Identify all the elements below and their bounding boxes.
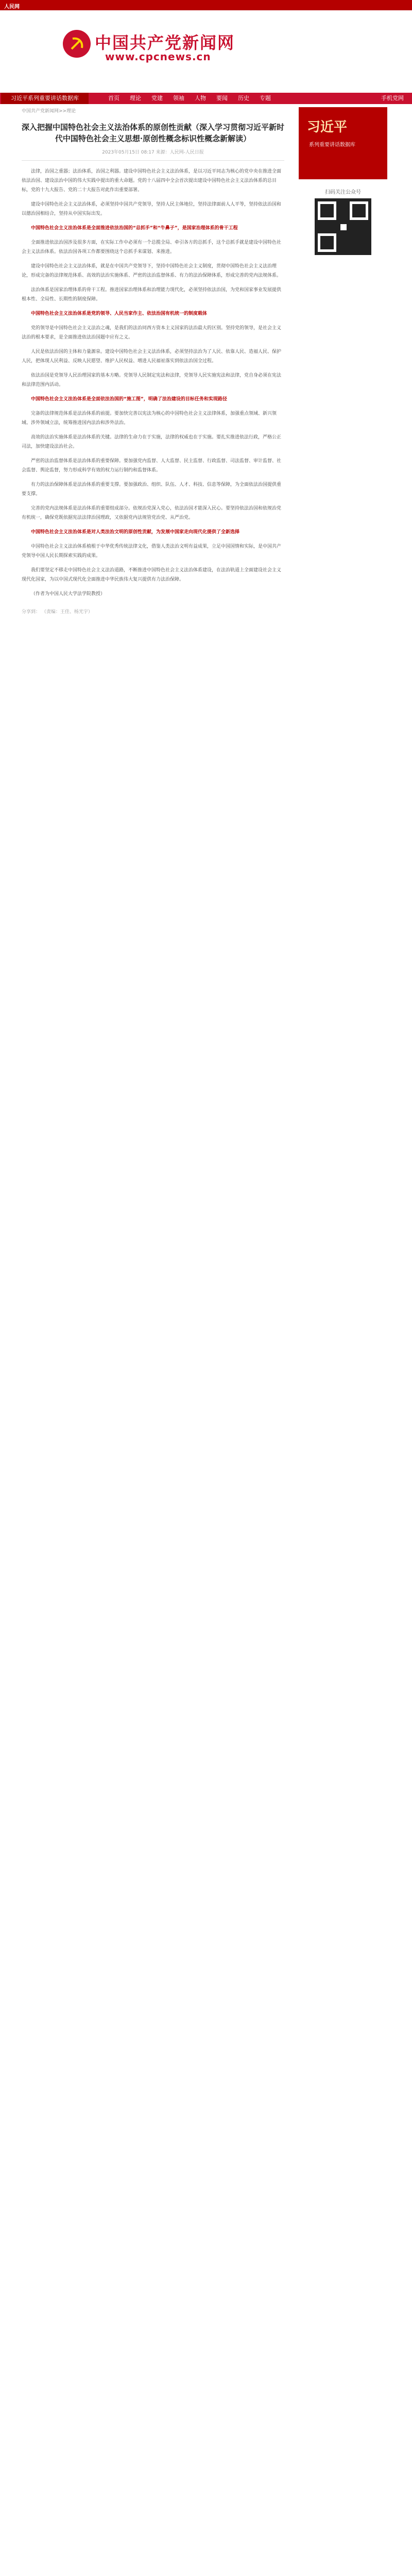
section-heading: 中国特色社会主义法治体系是全面推进依法治国的“总抓手”和“牛鼻子”，是国家治理体系的骨干工程 [31,226,238,231]
section-heading: 中国特色社会主义法治体系是全面依法治国的“施工图”，明确了法治建设的目标任务和实现路径 [31,397,227,402]
editor-note: （责编：王佳、杨光宇） [41,609,93,615]
share-label: 分享到： [22,609,41,615]
paragraph: 我们要坚定不移走中国特色社会主义法治道路，不断推进中国特色社会主义法治体系建设，在法治轨道上全面建设社会主义现代化国家，为以中国式现代化全面推进中华民族伟大复兴提供有力法治保障。 [22,568,282,582]
paragraph: 党的领导是中国特色社会主义法治之魂，是我们的法治同西方资本主义国家的法治最大的区别。坚持党的领导，是社会主义法治的根本要求，是全面推进依法治国题中应有之义。 [22,326,282,340]
nav-item[interactable]: 理论 [130,95,141,101]
qr-caption: 扫码关注公众号 [325,190,361,195]
article-meta: 2023年05月15日 08:17 来源：人民网-人民日报 [102,150,204,155]
article-body [22,167,284,599]
paragraph: 高效的法治实施体系是法治体系的关键。法律的生命力在于实施，法律的权威也在于实施。要扎实推进依法行政，严格公正司法，加快建设法治社会。 [22,435,282,449]
nav-item[interactable]: 专题 [260,95,271,101]
qr-code-icon [315,198,371,255]
nav-item[interactable]: 历史 [238,95,249,101]
paragraph: 完善的党内法规体系是法治体系的重要组成部分。依规治党深入党心，依法治国才能深入民心。要坚持依法治国和依规治党有机统一，确保党既依据宪法法律治国理政，又依据党内法规管党治党、从严治党。 [22,506,282,520]
paragraph: 有力的法治保障体系是法治体系的重要支撑。要加强政治、组织、队伍、人才、科技、信息等保障，为全面依法治国提供重要支撑。 [22,482,282,497]
nav-mobile-link[interactable]: 手机党网 [381,95,404,101]
top-bar-logo[interactable]: 人民网 [4,4,20,10]
paragraph: （作者为中国人民大学法学院教授） [31,591,106,597]
nav-item[interactable]: 首页 [108,95,119,101]
site-header [0,10,412,72]
paragraph: 建设中国特色社会主义法治体系，就是在中国共产党领导下，坚持中国特色社会主义制度，贯彻中国特色社会主义法治理论，形成完备的法律规范体系、高效的法治实施体系、严密的法治监督体系、有力的法治保障体系，形成完善的党内法规体系。 [22,264,282,278]
section-heading: 中国特色社会主义法治体系是党的领导、人民当家作主、依法治国有机统一的制度载体 [31,311,208,316]
sidebar [299,107,387,255]
site-title[interactable]: 中国共产党新闻网 [95,33,235,53]
nav-item[interactable]: 领袖 [173,95,184,101]
paragraph: 法治体系是国家治理体系的骨干工程。推进国家治理体系和治理能力现代化，必须坚持依法治国，为党和国家事业发展提供根本性、全局性、长期性的制度保障。 [22,287,282,302]
nav-database-link[interactable]: 习近平系列重要讲话数据库 [1,93,89,104]
breadcrumb[interactable]: 中国共产党新闻网>>理论 [22,109,76,114]
paragraph: 全面推进依法治国涉及很多方面，在实际工作中必须有一个总揽全局、牵引各方的总抓手，这个总抓手就是建设中国特色社会主义法治体系。依法治国各项工作都要围绕这个总抓手来谋划、来推进。 [22,240,282,255]
main-nav [0,93,412,104]
sidebar-banner-title: 习近平 [307,120,348,135]
paragraph: 依法治国是党领导人民治理国家的基本方略。党领导人民制定宪法和法律，党领导人民实施宪法和法律，党自身必须在宪法和法律范围内活动。 [22,373,282,387]
paragraph: 完备的法律规范体系是法治体系的前提。要加快完善以宪法为核心的中国特色社会主义法律体系，加强重点领域、新兴领域、涉外领域立法，统筹推进国内法治和涉外法治。 [22,411,277,426]
article-main [22,107,284,618]
party-emblem-icon [63,30,91,58]
nav-item[interactable]: 要闻 [216,95,228,101]
nav-item[interactable]: 人物 [195,95,206,101]
divider [22,160,284,161]
sidebar-banner-subtitle: 系列重要讲话数据库 [309,142,355,148]
share-bar [22,608,284,618]
site-url: www.cpcnews.cn [105,50,211,63]
paragraph: 严密的法治监督体系是法治体系的重要保障。要加强党内监督、人大监督、民主监督、行政监督、司法监督、审计监督、社会监督、舆论监督，努力形成科学有效的权力运行制约和监督体系。 [22,459,282,473]
nav-items [103,93,276,104]
paragraph: 人民是依法治国的主体和力量源泉。建设中国特色社会主义法治体系，必须坚持法治为了人民、依靠人民、造福人民、保护人民，把体现人民利益、反映人民愿望、维护人民权益、增进人民福祉落实到依法治国全过程。 [22,349,282,364]
paragraph: 法律，治国之重器；法治体系，治国之利器。建设中国特色社会主义法治体系，是以习近平同志为核心的党中央在推进全面依法治国、建设法治中国的伟大实践中提出的重大命题。党的十八届四中全会首次提出建设中国特色社会主义法治体系的总目标，党的十九大报告、党的二十大报告对此作出重要部署。 [22,169,282,193]
article-title: 深入把握中国特色社会主义法治体系的原创性贡献（深入学习贯彻习近平新时代中国特色社会主义思想·原创性概念标识性概念新解读） [22,123,285,143]
section-heading: 中国特色社会主义法治体系是对人类法治文明的原创性贡献，为发展中国家走向现代化提供了全新选择 [31,530,240,535]
sidebar-banner[interactable] [299,107,387,179]
paragraph: 中国特色社会主义法治体系植根于中华优秀传统法律文化，借鉴人类法治文明有益成果，立足中国国情和实际，是中国共产党领导中国人民长期探索实践的成果。 [22,544,282,558]
nav-item[interactable]: 党建 [151,95,163,101]
top-bar [0,0,412,10]
paragraph: 建设中国特色社会主义法治体系，必须坚持中国共产党领导，坚持人民主体地位，坚持法律面前人人平等，坚持依法治国和以德治国相结合，坚持从中国实际出发。 [22,202,282,216]
